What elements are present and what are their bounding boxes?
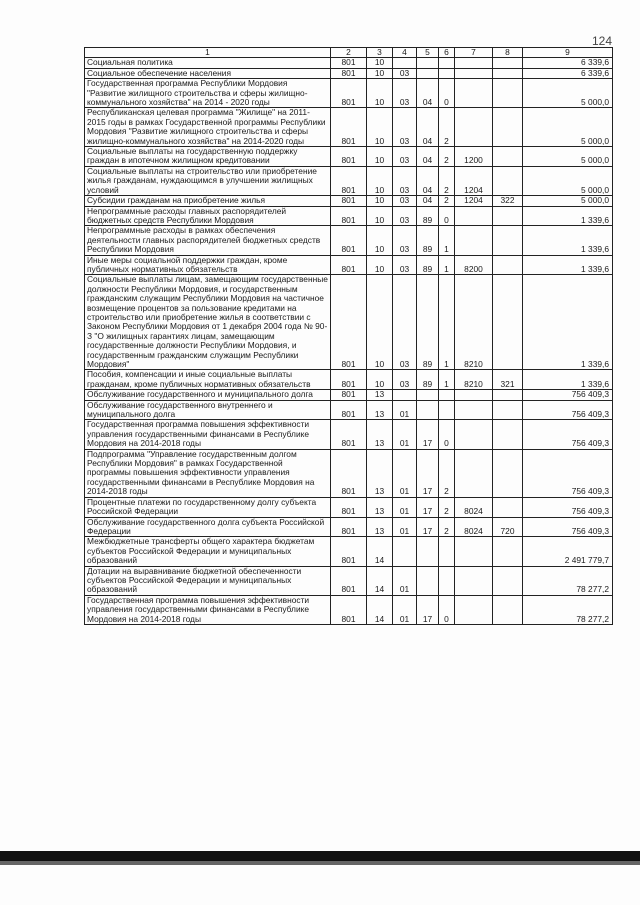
target-item-code <box>455 79 493 108</box>
row-name: Процентные платежи по государственному долгу субъекта Российской Федерации <box>85 497 331 517</box>
row-amount: 756 409,3 <box>523 390 613 400</box>
program-code: 17 <box>417 517 439 537</box>
row-amount: 5 000,0 <box>523 196 613 206</box>
table-row <box>85 517 613 537</box>
expense-type-code <box>493 566 523 595</box>
row-amount: 6 339,6 <box>523 68 613 78</box>
target-item-code <box>455 206 493 226</box>
target-item-code: 8200 <box>455 255 493 275</box>
target-item-code <box>455 566 493 595</box>
row-name: Дотации на выравнивание бюджетной обеспеченности субъектов Российской Федерации и муниципальных образований <box>85 566 331 595</box>
row-name: Подпрограмма "Управление государственным долгом Республики Мордовия" в рамках Государственной программы повышения эффективности управления государственными финансами в Республике Мордовия на 2014-2018 годы <box>85 449 331 497</box>
expense-type-code <box>493 497 523 517</box>
subprogram-code: 1 <box>439 226 455 255</box>
subsection-code: 03 <box>393 68 417 78</box>
row-name: Обслуживание государственного и муниципального долга <box>85 390 331 400</box>
subprogram-code: 0 <box>439 206 455 226</box>
expense-type-code <box>493 108 523 147</box>
subprogram-code: 2 <box>439 166 455 195</box>
department-code: 801 <box>331 58 367 68</box>
subprogram-code: 2 <box>439 108 455 147</box>
section-code: 13 <box>367 497 393 517</box>
subsection-code: 01 <box>393 497 417 517</box>
table-row <box>85 58 613 68</box>
table-row <box>85 566 613 595</box>
table-row <box>85 147 613 167</box>
expense-type-code <box>493 537 523 566</box>
expense-type-code <box>493 147 523 167</box>
table-row <box>85 255 613 275</box>
section-code: 10 <box>367 108 393 147</box>
table-row <box>85 449 613 497</box>
target-item-code <box>455 58 493 68</box>
expense-type-code <box>493 449 523 497</box>
program-code <box>417 390 439 400</box>
department-code: 801 <box>331 449 367 497</box>
subsection-code: 01 <box>393 566 417 595</box>
row-amount: 78 277,2 <box>523 595 613 624</box>
department-code: 801 <box>331 275 367 370</box>
subsection-code: 03 <box>393 196 417 206</box>
program-code: 04 <box>417 147 439 167</box>
section-code: 13 <box>367 420 393 449</box>
section-code: 10 <box>367 226 393 255</box>
expense-type-code <box>493 79 523 108</box>
expense-type-code <box>493 420 523 449</box>
row-name: Иные меры социальной поддержки граждан, кроме публичных нормативных обязательств <box>85 255 331 275</box>
subprogram-code: 2 <box>439 196 455 206</box>
target-item-code <box>455 226 493 255</box>
department-code: 801 <box>331 196 367 206</box>
subsection-code: 01 <box>393 449 417 497</box>
table-row <box>85 196 613 206</box>
scan-bottom-shadow <box>0 861 640 865</box>
subsection-code: 01 <box>393 595 417 624</box>
subprogram-code: 0 <box>439 79 455 108</box>
target-item-code: 1204 <box>455 166 493 195</box>
table-row <box>85 497 613 517</box>
program-code: 04 <box>417 166 439 195</box>
section-code: 10 <box>367 206 393 226</box>
target-item-code <box>455 400 493 420</box>
subsection-code <box>393 390 417 400</box>
program-code <box>417 58 439 68</box>
column-header: 1 <box>85 48 331 58</box>
row-amount: 1 339,6 <box>523 370 613 390</box>
section-code: 10 <box>367 166 393 195</box>
department-code: 801 <box>331 566 367 595</box>
section-code: 13 <box>367 400 393 420</box>
column-header: 6 <box>439 48 455 58</box>
expense-type-code <box>493 275 523 370</box>
row-name: Непрограммные расходы главных распорядителей бюджетных средств Республики Мордовия <box>85 206 331 226</box>
table-row <box>85 68 613 78</box>
program-code: 17 <box>417 497 439 517</box>
program-code: 89 <box>417 255 439 275</box>
department-code: 801 <box>331 255 367 275</box>
subsection-code: 01 <box>393 517 417 537</box>
row-name: Непрограммные расходы в рамках обеспечения деятельности главных распорядителей бюджетных средств Республики Мордовия <box>85 226 331 255</box>
target-item-code: 8210 <box>455 275 493 370</box>
row-name: Пособия, компенсации и иные социальные выплаты гражданам, кроме публичных нормативных обязательств <box>85 370 331 390</box>
target-item-code: 1204 <box>455 196 493 206</box>
row-name: Государственная программа повышения эффективности управления государственными финансами в Республике Мордовия на 2014-2018 годы <box>85 595 331 624</box>
row-amount: 1 339,6 <box>523 206 613 226</box>
program-code <box>417 566 439 595</box>
row-amount: 5 000,0 <box>523 147 613 167</box>
target-item-code <box>455 390 493 400</box>
column-header: 4 <box>393 48 417 58</box>
column-header: 3 <box>367 48 393 58</box>
table-row <box>85 79 613 108</box>
subsection-code <box>393 58 417 68</box>
subprogram-code: 1 <box>439 370 455 390</box>
subsection-code: 03 <box>393 206 417 226</box>
section-code: 10 <box>367 275 393 370</box>
subprogram-code: 1 <box>439 255 455 275</box>
program-code: 89 <box>417 370 439 390</box>
section-code: 10 <box>367 79 393 108</box>
row-name: Социальные выплаты на строительство или приобретение жилья гражданам, нуждающимся в улучшении жилищных условий <box>85 166 331 195</box>
target-item-code <box>455 68 493 78</box>
row-amount: 1 339,6 <box>523 226 613 255</box>
section-code: 10 <box>367 196 393 206</box>
row-name: Обслуживание государственного внутреннего и муниципального долга <box>85 400 331 420</box>
program-code: 17 <box>417 449 439 497</box>
subprogram-code: 0 <box>439 420 455 449</box>
expense-type-code <box>493 226 523 255</box>
target-item-code <box>455 108 493 147</box>
department-code: 801 <box>331 166 367 195</box>
table-row <box>85 595 613 624</box>
target-item-code <box>455 537 493 566</box>
subprogram-code <box>439 537 455 566</box>
table-row <box>85 370 613 390</box>
column-header: 9 <box>523 48 613 58</box>
expense-type-code <box>493 68 523 78</box>
target-item-code: 8210 <box>455 370 493 390</box>
target-item-code: 8024 <box>455 497 493 517</box>
department-code: 801 <box>331 537 367 566</box>
row-amount: 756 409,3 <box>523 449 613 497</box>
expense-type-code: 322 <box>493 196 523 206</box>
section-code: 13 <box>367 449 393 497</box>
department-code: 801 <box>331 497 367 517</box>
row-amount: 1 339,6 <box>523 255 613 275</box>
subsection-code: 03 <box>393 79 417 108</box>
subprogram-code: 2 <box>439 449 455 497</box>
program-code <box>417 400 439 420</box>
table-row <box>85 206 613 226</box>
subprogram-code: 1 <box>439 275 455 370</box>
program-code: 04 <box>417 196 439 206</box>
department-code: 801 <box>331 226 367 255</box>
expense-type-code <box>493 400 523 420</box>
target-item-code <box>455 420 493 449</box>
table-row <box>85 537 613 566</box>
section-code: 13 <box>367 390 393 400</box>
row-name: Республиканская целевая программа "Жилище" на 2011-2015 годы в рамках Государственной программы Республики Мордовия "Развитие жилищного строительства и сферы жилищно-коммунального хозяйства" на 2014-2020 годы <box>85 108 331 147</box>
subprogram-code <box>439 566 455 595</box>
table-row <box>85 166 613 195</box>
section-code: 10 <box>367 68 393 78</box>
row-amount: 756 409,3 <box>523 517 613 537</box>
row-amount: 6 339,6 <box>523 58 613 68</box>
row-amount: 1 339,6 <box>523 275 613 370</box>
row-name: Межбюджетные трансферты общего характера бюджетам субъектов Российской Федерации и муниципальных образований <box>85 537 331 566</box>
expense-type-code <box>493 206 523 226</box>
table-row <box>85 226 613 255</box>
subsection-code: 03 <box>393 226 417 255</box>
subprogram-code: 2 <box>439 497 455 517</box>
expense-type-code <box>493 595 523 624</box>
department-code: 801 <box>331 390 367 400</box>
table-row <box>85 400 613 420</box>
department-code: 801 <box>331 68 367 78</box>
department-code: 801 <box>331 370 367 390</box>
expense-type-code <box>493 58 523 68</box>
section-code: 14 <box>367 537 393 566</box>
row-amount: 2 491 779,7 <box>523 537 613 566</box>
expense-type-code <box>493 390 523 400</box>
subprogram-code <box>439 390 455 400</box>
expense-type-code <box>493 255 523 275</box>
header-row <box>85 48 613 58</box>
row-amount: 5 000,0 <box>523 79 613 108</box>
subsection-code <box>393 537 417 566</box>
table-header <box>85 48 613 58</box>
row-amount: 756 409,3 <box>523 400 613 420</box>
target-item-code: 1200 <box>455 147 493 167</box>
row-name: Социальные выплаты на государственную поддержку граждан в ипотечном жилищном кредитовании <box>85 147 331 167</box>
column-header: 2 <box>331 48 367 58</box>
expense-type-code: 321 <box>493 370 523 390</box>
target-item-code: 8024 <box>455 517 493 537</box>
department-code: 801 <box>331 206 367 226</box>
subprogram-code <box>439 400 455 420</box>
row-name: Обслуживание государственного долга субъекта Российской Федерации <box>85 517 331 537</box>
program-code: 17 <box>417 595 439 624</box>
program-code: 04 <box>417 108 439 147</box>
expense-type-code <box>493 166 523 195</box>
scan-bottom-edge <box>0 851 640 861</box>
row-name: Субсидии гражданам на приобретение жилья <box>85 196 331 206</box>
program-code: 04 <box>417 79 439 108</box>
budget-table <box>84 47 613 625</box>
row-amount: 78 277,2 <box>523 566 613 595</box>
page-number: 124 <box>591 34 612 48</box>
subsection-code: 03 <box>393 275 417 370</box>
subsection-code: 01 <box>393 420 417 449</box>
subsection-code: 01 <box>393 400 417 420</box>
department-code: 801 <box>331 420 367 449</box>
department-code: 801 <box>331 147 367 167</box>
subprogram-code <box>439 58 455 68</box>
subsection-code: 03 <box>393 166 417 195</box>
subprogram-code: 2 <box>439 517 455 537</box>
table-row <box>85 390 613 400</box>
subsection-code: 03 <box>393 147 417 167</box>
table-row <box>85 275 613 370</box>
row-name: Социальное обеспечение населения <box>85 68 331 78</box>
table-row <box>85 108 613 147</box>
column-header: 5 <box>417 48 439 58</box>
section-code: 14 <box>367 595 393 624</box>
table-row <box>85 420 613 449</box>
program-code: 89 <box>417 226 439 255</box>
section-code: 10 <box>367 147 393 167</box>
section-code: 13 <box>367 517 393 537</box>
section-code: 10 <box>367 58 393 68</box>
row-amount: 5 000,0 <box>523 108 613 147</box>
subsection-code: 03 <box>393 108 417 147</box>
department-code: 801 <box>331 517 367 537</box>
program-code: 17 <box>417 420 439 449</box>
row-name: Социальная политика <box>85 58 331 68</box>
department-code: 801 <box>331 400 367 420</box>
program-code <box>417 68 439 78</box>
subprogram-code <box>439 68 455 78</box>
department-code: 801 <box>331 79 367 108</box>
target-item-code <box>455 595 493 624</box>
row-name: Социальные выплаты лицам, замещающим государственные должности Республики Мордовия, и государственным гражданским служащим Республики Мордовия на частичное возмещение процентов за пользование кредитами на строительство или приобретение жилья в соответствии с Законом Республики Мордовия от 1 декабря 2004 года № 90-З "О жилищных гарантиях лицам, замещающим государственные должности Республики Мордовия, и государственным гражданским служащим Республики Мордовия" <box>85 275 331 370</box>
program-code: 89 <box>417 206 439 226</box>
row-amount: 5 000,0 <box>523 166 613 195</box>
section-code: 10 <box>367 370 393 390</box>
program-code: 89 <box>417 275 439 370</box>
row-amount: 756 409,3 <box>523 497 613 517</box>
section-code: 10 <box>367 255 393 275</box>
subprogram-code: 0 <box>439 595 455 624</box>
department-code: 801 <box>331 108 367 147</box>
program-code <box>417 537 439 566</box>
row-amount: 756 409,3 <box>523 420 613 449</box>
expense-type-code: 720 <box>493 517 523 537</box>
section-code: 14 <box>367 566 393 595</box>
column-header: 8 <box>493 48 523 58</box>
table-body <box>85 58 613 625</box>
subprogram-code: 2 <box>439 147 455 167</box>
target-item-code <box>455 449 493 497</box>
row-name: Государственная программа повышения эффективности управления государственными финансами в Республике Мордовия на 2014-2018 годы <box>85 420 331 449</box>
department-code: 801 <box>331 595 367 624</box>
subsection-code: 03 <box>393 255 417 275</box>
row-name: Государственная программа Республики Мордовия "Развитие жилищного строительства и сферы жилищно-коммунального хозяйства" на 2014 - 2020 годы <box>85 79 331 108</box>
subsection-code: 03 <box>393 370 417 390</box>
column-header: 7 <box>455 48 493 58</box>
